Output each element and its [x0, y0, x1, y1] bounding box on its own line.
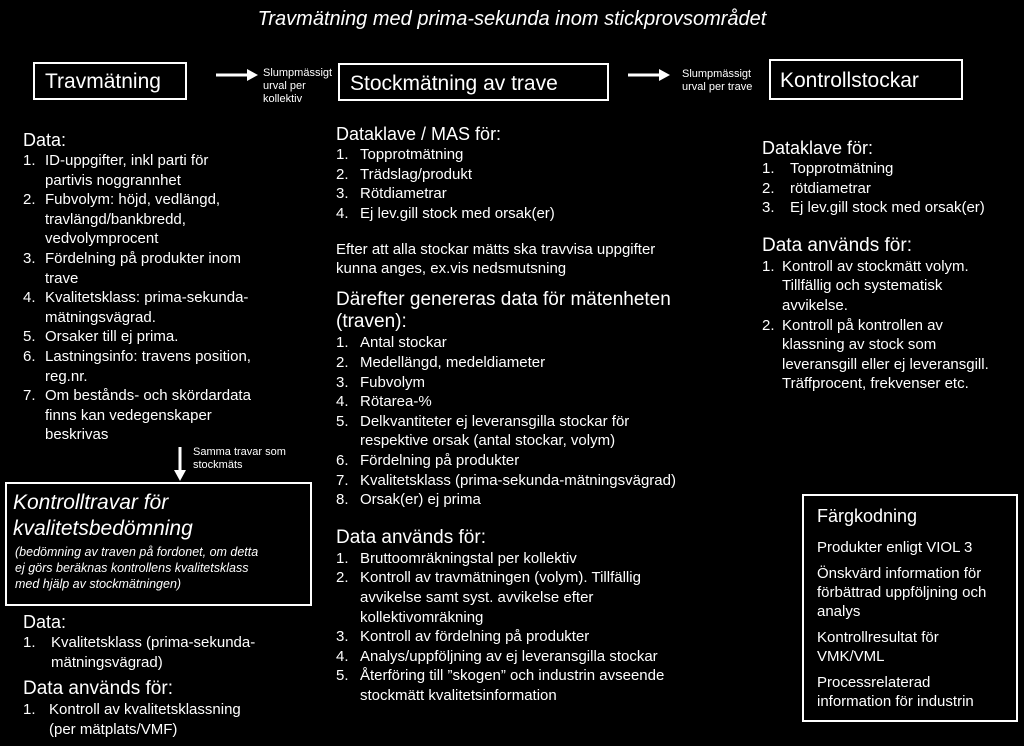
left-data-list — [23, 151, 313, 445]
generated-list — [336, 333, 736, 509]
kontrolltravar-title: Kontrolltravar för kvalitetsbedömning — [13, 491, 193, 540]
arrow-down-icon — [172, 446, 188, 482]
list-item: 8. Orsak(er) ej prima — [336, 491, 481, 509]
right-list — [762, 159, 1022, 218]
legend-entries — [817, 538, 986, 711]
left-data-section — [23, 129, 313, 445]
arrow-note-second: Slumpmässigt urval per trave — [682, 68, 753, 93]
list-item: 3. Rötdiametrar — [336, 185, 447, 203]
list-item: 3. Fördelning på produkter inom trave — [23, 249, 241, 287]
list-item: 6. Fördelning på produkter — [336, 451, 520, 469]
list-item: 7. Kvalitetsklass (prima-sekunda-mätningsvägrad) — [336, 471, 676, 489]
legend-entry: Önskvärd information för förbättrad uppföljning och analys — [817, 565, 987, 620]
list-item: 1. Kvalitetsklass (prima-sekunda- mätningsvägrad) — [23, 634, 256, 671]
left-bottom-use-heading: Data används för: — [23, 678, 173, 700]
diagram-title: Travmätning med prima-sekunda inom stickprovsområdet — [257, 8, 767, 30]
left-data-heading: Data: — [23, 130, 67, 150]
list-item: 1. Bruttoomräkningstal per kollektiv — [336, 549, 577, 567]
right-use-list — [762, 257, 1022, 394]
middle-list — [336, 145, 736, 223]
list-item: 1. Topprotmätning — [336, 146, 464, 163]
generated-heading: Därefter genereras data för mätenheten (traven): — [336, 289, 671, 333]
left-bottom-use-list — [23, 700, 313, 739]
legend-entry: Processrelaterad information för industrin — [817, 674, 974, 710]
middle-use-heading: Data används för: — [336, 526, 486, 548]
right-heading: Dataklave för: — [762, 138, 874, 158]
list-item: 7. Om bestånds- och skördardata finns kan vedegenskaper beskrivas — [23, 387, 251, 444]
left-bottom-data-list — [23, 633, 313, 672]
list-item: 5. Återföring till ”skogen” och industrin avseende stockmätt kvalitetsinformation — [336, 667, 665, 704]
list-item: 4. Kvalitetsklass: prima-sekunda- mätningsvägrad. — [23, 289, 249, 326]
list-item: 3. Kontroll av fördelning på produkter — [336, 628, 590, 646]
list-item: 2. Medellängd, medeldiameter — [336, 353, 546, 371]
list-item: 6. Lastningsinfo: travens position, reg.nr. — [23, 347, 251, 385]
middle-use-list — [336, 549, 736, 706]
kontrolltravar-box — [5, 482, 312, 606]
list-item: 4. Rötarea-% — [336, 393, 432, 411]
list-item: 1. Antal stockar — [336, 334, 447, 352]
middle-heading: Dataklave / MAS för: — [336, 124, 502, 144]
travmatning-label: Travmätning — [45, 70, 161, 93]
list-item: 4. Analys/uppföljning av ej leveransgilla stockar — [336, 647, 658, 665]
list-item: 2. rötdiametrar — [762, 179, 871, 197]
travmatning-box — [33, 62, 187, 100]
middle-section — [336, 123, 736, 705]
legend-entry: Kontrollresultat för VMK/VML — [817, 629, 939, 665]
list-item: 3. Ej lev.gill stock med orsak(er) — [762, 199, 985, 217]
list-item: 1. ID-uppgifter, inkl parti för partivis noggrannhet — [23, 152, 209, 189]
left-bottom-section — [23, 611, 313, 739]
arrow-note-first: Slumpmässigt urval per kollektiv — [263, 67, 333, 105]
list-item: 2. Kontroll på kontrollen av klassning av stock som leveransgill eller ej leveransgill. Träffprocent, frekvenser etc. — [762, 316, 989, 393]
arrow-right-icon — [627, 68, 671, 82]
color-legend-box — [802, 494, 1018, 722]
list-item: 2. Trädslag/produkt — [336, 165, 473, 183]
kontrollstockar-box — [769, 59, 963, 100]
legend-title: Färgkodning — [817, 506, 918, 526]
right-use-heading: Data används för: — [762, 234, 912, 256]
arrow-right-icon — [215, 68, 259, 82]
left-bottom-data-heading: Data: — [23, 612, 67, 632]
kontrollstockar-label: Kontrollstockar — [780, 69, 919, 92]
list-item: 5. Orsaker till ej prima. — [23, 328, 179, 346]
legend-entry: Produkter enligt VIOL 3 — [817, 539, 973, 556]
kontrolltravar-note: (bedömning av traven på fordonet, om detta ej görs beräknas kontrollens kvalitetsklass med hjälp av stockmätningen) — [15, 545, 259, 591]
list-item: 1. Kontroll av stockmätt volym. Tillfällig och systematisk avvikelse. — [762, 257, 969, 314]
list-item: 5. Delkvantiteter ej leveransgilla stockar för respektive orsak (antal stockar, volym) — [336, 412, 630, 450]
stockmatning-box — [338, 63, 609, 101]
list-item: 4. Ej lev.gill stock med orsak(er) — [336, 204, 555, 222]
middle-paragraph: Efter att alla stockar mätts ska travvisa uppgifter kunna anges, ex.vis nedsmutsning — [336, 241, 656, 278]
stockmatning-label: Stockmätning av trave — [350, 72, 558, 95]
list-item: 2. Fubvolym: höjd, vedlängd, travlängd/bankbredd, vedvolymprocent — [23, 191, 221, 248]
list-item: 1. Kontroll av kvalitetsklassning (per mätplats/VMF) — [23, 701, 241, 738]
list-item: 3. Fubvolym — [336, 373, 426, 391]
arrow-note-down: Samma travar som stockmäts — [193, 446, 286, 471]
right-section — [762, 137, 1022, 394]
list-item: 1. Topprotmätning — [762, 160, 894, 177]
list-item: 2. Kontroll av travmätningen (volym). Tillfällig avvikelse samt syst. avvikelse efter kollektivomräkning — [336, 569, 641, 626]
